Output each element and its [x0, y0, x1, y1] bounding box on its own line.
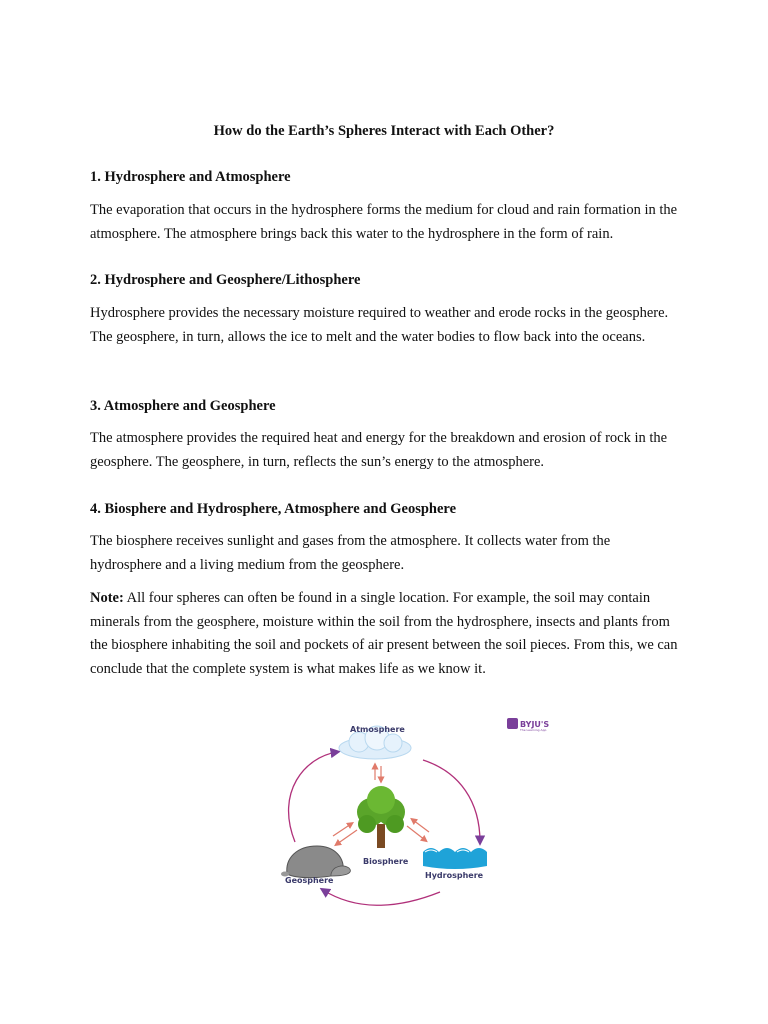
section-body-3: The atmosphere provides the required heat and energy for the breakdown and erosion of rock in the geosphere. The geosphere, in turn, reflects the sun’s energy to the atmosphere.	[90, 430, 668, 470]
inner-arrow-hydro-back	[413, 820, 429, 832]
section-heading-1: 1. Hydrosphere and Atmosphere	[90, 169, 291, 185]
water-icon	[423, 848, 487, 869]
earth-spheres-diagram	[275, 712, 565, 912]
note-paragraph	[90, 587, 682, 681]
cycle-arrow-geo-to-atmo	[289, 752, 337, 842]
byjus-logo	[507, 718, 549, 732]
cycle-arrow-hydro-to-geo	[323, 890, 440, 905]
logo-tagline: The Learning App	[520, 728, 547, 732]
section-heading-2: 2. Hydrosphere and Geosphere/Lithosphere	[90, 272, 361, 288]
cycle-arrow-atmo-to-hydro	[423, 760, 480, 842]
inner-arrow-geo-back	[333, 824, 351, 836]
section-body-4: The biosphere receives sunlight and gases from the atmosphere. It collects water from the hydrosphere and a living medium from the geosphere.	[90, 533, 611, 573]
inner-arrow-hydro	[407, 826, 425, 840]
section-heading-3: 3. Atmosphere and Geosphere	[90, 398, 276, 414]
note-label: Note:	[90, 590, 124, 606]
label-biosphere: Biosphere	[363, 857, 409, 866]
inner-arrow-geo	[337, 830, 357, 844]
label-hydrosphere: Hydrosphere	[425, 871, 484, 880]
section-body-2: Hydrosphere provides the necessary moisture required to weather and erode rocks in the geosphere. The geosphere, in turn, allows the ice to melt and the water bodies to flow back into the oceans.	[90, 305, 669, 345]
logo-text: BYJU'S	[520, 720, 550, 729]
section-body-1: The evaporation that occurs in the hydrosphere forms the medium for cloud and rain formation in the atmosphere. The atmosphere brings back this water to the hydrosphere in the form of rain.	[90, 202, 678, 242]
rock-icon	[281, 846, 350, 878]
note-body: All four spheres can often be found in a single location. For example, the soil may contain minerals from the geosphere, moisture within the soil from the hydrosphere, insects and plants from the biosphere inhabiting the soil and pockets of air present between the soil pieces. From this, we can conclude that the complete system is what makes life as we know it.	[90, 590, 678, 677]
label-atmosphere: Atmosphere	[350, 725, 405, 734]
page-title: How do the Earth’s Spheres Interact with Each Other?	[213, 123, 555, 139]
earth-spheres-diagram-svg	[275, 712, 565, 912]
section-heading-4: 4. Biosphere and Hydrosphere, Atmosphere and Geosphere	[90, 501, 457, 517]
tree-icon	[357, 786, 405, 848]
label-geosphere: Geosphere	[285, 876, 334, 885]
